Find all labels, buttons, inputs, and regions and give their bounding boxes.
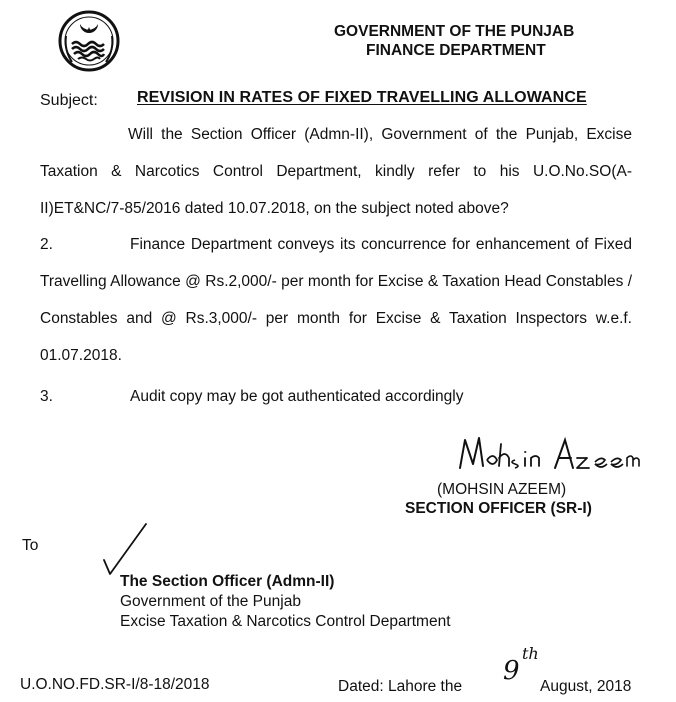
signatory-name: (MOHSIN AZEEM) [437,481,567,498]
department-title: FINANCE DEPARTMENT [366,42,546,59]
paragraph-3 [40,378,632,415]
recipient-line-2: Government of the Punjab [120,593,301,610]
handwritten-day-suffix: th [522,644,539,663]
tick-mark-icon [100,520,150,580]
paragraph-2-text: Finance Department conveys its concurrence for enhancement of Fixed Travelling Allowance @ Rs.2,000/- per month for Excise & Taxation Head Constables / Constables and @ Rs.3,000/- per month for Excise & Taxation Inspectors w.e.f. 01.07.2018. [40,236,632,364]
punjab-emblem-icon [58,10,120,72]
paragraph-3-number: 3. [40,388,53,405]
recipient-line-1: The Section Officer (Admn-II) [120,573,335,590]
signatory-title: SECTION OFFICER (SR-I) [405,500,592,517]
government-title: GOVERNMENT OF THE PUNJAB [334,23,575,40]
paragraph-2 [40,226,632,374]
handwritten-signature [455,430,655,480]
uo-number: U.O.NO.FD.SR-I/8-18/2018 [20,676,210,693]
subject-label: Subject: [40,92,98,109]
paragraph-3-text: Audit copy may be got authenticated accordingly [130,388,464,405]
letterhead [334,22,574,60]
dated-label: Dated: Lahore the [338,678,463,695]
paragraph-1: Will the Section Officer (Admn-II), Government of the Punjab, Excise Taxation & Narcotics Control Department, kindly refer to his U.O.No.SO(A-II)ET&NC/7-85/2016 dated 10.07.2018, on the subject noted above? [40,126,632,217]
date-month-year: August, 2018 [540,678,632,695]
recipient-address [120,572,451,632]
to-label: To [22,537,39,554]
subject-text: REVISION IN RATES OF FIXED TRAVELLING ALLOWANCE [137,89,587,106]
recipient-line-3: Excise Taxation & Narcotics Control Department [120,613,451,630]
paragraph-2-number: 2. [40,236,53,253]
handwritten-day: 9 [503,656,520,686]
